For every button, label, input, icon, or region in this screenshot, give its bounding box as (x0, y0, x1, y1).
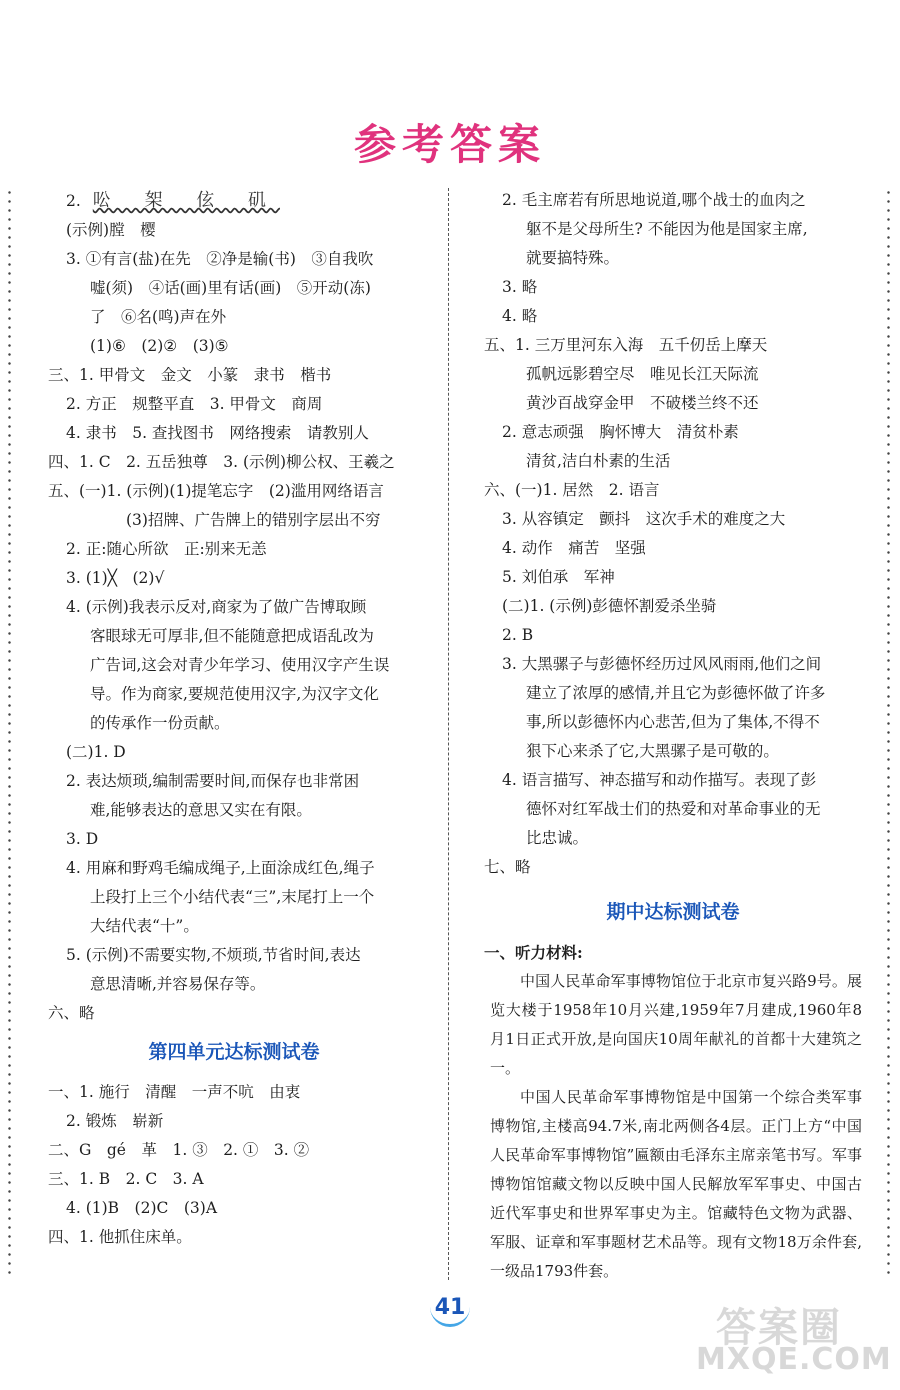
answer-text: 广告词,这会对青少年学习、使用汉字产生误 (90, 656, 390, 674)
unit4-answer-lines (48, 1078, 420, 1252)
answer-text: 3. 大黑骡子与彭德怀经历过风风雨雨,他们之间 (502, 655, 822, 673)
answer-line (48, 1223, 420, 1252)
answer-text: 躯不是父母所生? 不能因为他是国家主席, (526, 220, 808, 238)
answer-text: 3. 略 (502, 278, 538, 296)
right-answer-lines (484, 186, 862, 882)
answer-text: 5. 刘伯承 军神 (502, 568, 615, 586)
answer-line (484, 853, 862, 882)
answer-line (484, 621, 862, 650)
answer-line (48, 854, 420, 883)
answer-line (48, 245, 420, 274)
answer-text: 4. (示例)我表示反对,商家为了做广告博取顾 (66, 598, 367, 616)
right-binding-dots (887, 188, 890, 1280)
answer-text: 2. 意志顽强 胸怀博大 清贫朴素 (502, 423, 739, 441)
answer-text: 意思清晰,并容易保存等。 (90, 975, 266, 993)
answer-line (48, 1165, 420, 1194)
answer-text: 2. B (502, 626, 534, 644)
answer-text: 四、1. 他抓住床单。 (48, 1228, 192, 1246)
answer-line (48, 1078, 420, 1107)
answer-line (48, 999, 420, 1028)
answer-line (484, 331, 862, 360)
answer-text: 4. 动作 痛苦 坚强 (502, 539, 646, 557)
answer-line (48, 651, 420, 680)
answer-text: 五、1. 三万里河东入海 五千仞岳上摩天 (484, 336, 768, 354)
left-column (48, 186, 420, 1252)
answer-text: 4. 语言描写、神态描写和动作描写。表现了彭 (502, 771, 817, 789)
answer-line (484, 418, 862, 447)
answer-line (484, 244, 862, 273)
answer-text: 2. 锻炼 崭新 (66, 1112, 164, 1130)
answer-line (48, 390, 420, 419)
answer-text: 4. 用麻和野鸡毛编成绳子,上面涂成红色,绳子 (66, 859, 375, 877)
answer-text: 难,能够表达的意思又实在有限。 (90, 801, 312, 819)
answer-text: 七、略 (484, 858, 531, 876)
answer-line (484, 824, 862, 853)
answer-line (48, 564, 420, 593)
answer-text: (3)招牌、广告牌上的错别字层出不穷 (126, 511, 381, 529)
answer-text: 2. 表达烦琐,编制需要时间,而保存也非常困 (66, 772, 360, 790)
answer-text: 二、G gé 革 1. ③ 2. ① 3. ② (48, 1141, 310, 1159)
section-title-midterm: 期中达标测试卷 (606, 901, 740, 923)
answer-text: 三、1. B 2. C 3. A (48, 1170, 204, 1188)
answer-line (48, 709, 420, 738)
answer-text: 黄沙百战穿金甲 不破楼兰终不还 (526, 394, 759, 412)
answer-line (484, 650, 862, 679)
answer-line (484, 795, 862, 824)
answer-line (484, 447, 862, 476)
answer-line (48, 1107, 420, 1136)
answer-text: 建立了浓厚的感情,并且它为彭德怀做了许多 (526, 684, 826, 702)
answer-line (484, 215, 862, 244)
answer-text: 上段打上三个小结代表“三”,末尾打上一个 (90, 888, 375, 906)
answer-line (48, 738, 420, 767)
answer-text: 3. ①有言(盐)在先 ②净是输(书) ③自我吹 (66, 250, 374, 268)
answer-line (48, 361, 420, 390)
answer-text: 嘘(须) ④话(画)里有话(画) ⑤开动(冻) (90, 279, 371, 297)
watermark-logo: 答案圈 (716, 1305, 842, 1351)
answer-text: 四、1. C 2. 五岳独尊 3. (示例)柳公权、王羲之 (48, 453, 395, 471)
column-divider (448, 188, 449, 1280)
answer-line (484, 505, 862, 534)
answer-line (484, 766, 862, 795)
answer-line (48, 825, 420, 854)
answer-line (48, 303, 420, 332)
answer-line (48, 419, 420, 448)
answer-line (48, 1136, 420, 1165)
page-number: 41 (430, 1292, 470, 1327)
answer-line (48, 332, 420, 361)
answer-text: (1)⑥ (2)② (3)⑤ (90, 337, 229, 355)
left-answer-lines (48, 186, 420, 1028)
answer-line (48, 274, 420, 303)
listening-paragraph-2: 中国人民革命军事博物馆是中国第一个综合类军事博物馆,主楼高94.7米,南北两侧各4层。正门上方“中国人民革命军事博物馆”匾额由毛泽东主席亲笔书写。军事博物馆馆藏文物以反映中国人民解放军军事史、中国古近代军事史和世界军事史为主。馆藏特色文物为武器、军服、证章和军事题材艺术品等。现有文物18万余件套,一级品1793件套。 (490, 1088, 862, 1280)
answer-text: (二)1. (示例)彭德怀割爱杀坐骑 (502, 597, 717, 615)
listening-label: 一、听力材料: (484, 943, 583, 962)
answer-text: (二)1. D (66, 743, 126, 761)
answer-text: 三、1. 甲骨文 金文 小篆 隶书 楷书 (48, 366, 332, 384)
answer-text: 六、略 (48, 1004, 95, 1022)
answer-line (484, 563, 862, 592)
answer-line (484, 476, 862, 505)
answer-line (48, 680, 420, 709)
answer-line (48, 593, 420, 622)
answer-line (484, 708, 862, 737)
answer-line (484, 534, 862, 563)
answer-line (484, 186, 862, 215)
section-title-unit4: 第四单元达标测试卷 (148, 1041, 320, 1063)
answer-text: 2. (66, 192, 81, 210)
answer-text: 5. (示例)不需要实物,不烦琐,节省时间,表达 (66, 946, 361, 964)
answer-line (48, 535, 420, 564)
answer-line (48, 767, 420, 796)
handwritten-characters: 㕬 桇 伭 矶 (92, 190, 280, 211)
answer-text: 2. 毛主席若有所思地说道,哪个战士的血肉之 (502, 191, 806, 209)
answer-line (484, 679, 862, 708)
answer-line (48, 1194, 420, 1223)
right-column (484, 186, 862, 1286)
answer-line (484, 389, 862, 418)
answer-text: 六、(一)1. 居然 2. 语言 (484, 481, 660, 499)
answer-line (48, 477, 420, 506)
answer-text: 4. 略 (502, 307, 538, 325)
watermark-url: MXQE.COM (696, 1342, 892, 1377)
answer-line (484, 302, 862, 331)
answer-line (484, 737, 862, 766)
answer-text: 4. 隶书 5. 查找图书 网络搜索 请教别人 (66, 424, 369, 442)
answer-text: 导。作为商家,要规范使用汉字,为汉字文化 (90, 685, 379, 703)
answer-text: 狠下心来杀了它,大黑骡子是可敬的。 (526, 742, 779, 760)
answer-text: 2. 方正 规整平直 3. 甲骨文 商周 (66, 395, 323, 413)
answer-text: 五、(一)1. (示例)(1)提笔忘字 (2)滥用网络语言 (48, 482, 384, 500)
left-binding-dots (8, 188, 11, 1280)
answer-line (48, 883, 420, 912)
answer-line (48, 186, 420, 216)
answer-line (48, 912, 420, 941)
answer-text: 事,所以彭德怀内心悲苦,但为了集体,不得不 (526, 713, 820, 731)
answer-text: 清贫,洁白朴素的生活 (526, 452, 671, 470)
answer-line (484, 592, 862, 621)
answer-line (48, 796, 420, 825)
listening-paragraph-1: 中国人民革命军事博物馆位于北京市复兴路9号。展览大楼于1958年10月兴建,1959年7月建成,1960年8月1日正式开放,是向国庆10周年献礼的首都十大建筑之一。 (490, 972, 862, 1077)
answer-line (484, 360, 862, 389)
answer-text: (示例)膛 樱 (66, 221, 156, 239)
answer-text: 3. D (66, 830, 99, 848)
answer-text: 2. 正:随心所欲 正:别来无恙 (66, 540, 267, 558)
answer-text: 德怀对红军战士们的热爱和对革命事业的无 (526, 800, 821, 818)
answer-line (48, 970, 420, 999)
answer-text: 3. 从容镇定 颤抖 这次手术的难度之大 (502, 510, 786, 528)
answer-text: 3. (1)╳ (2)√ (66, 569, 165, 587)
answer-line (48, 941, 420, 970)
answer-text: 的传承作一份贡献。 (90, 714, 230, 732)
answer-line (48, 448, 420, 477)
answer-text: 就要搞特殊。 (526, 249, 620, 267)
answer-line (48, 216, 420, 245)
answer-line (484, 273, 862, 302)
page-title: 参考答案 (353, 120, 546, 169)
answer-line (48, 622, 420, 651)
answer-line (48, 506, 420, 535)
answer-text: 客眼球无可厚非,但不能随意把成语乱改为 (90, 627, 374, 645)
answer-text: 大结代表“十”。 (90, 917, 199, 935)
answer-text: 4. (1)B (2)C (3)A (66, 1199, 218, 1217)
answer-text: 了 ⑥名(鸣)声在外 (90, 308, 227, 326)
answer-text: 孤帆远影碧空尽 唯见长江天际流 (526, 365, 759, 383)
answer-text: 比忠诚。 (526, 829, 589, 847)
answer-text: 一、1. 施行 清醒 一声不吭 由衷 (48, 1083, 301, 1101)
